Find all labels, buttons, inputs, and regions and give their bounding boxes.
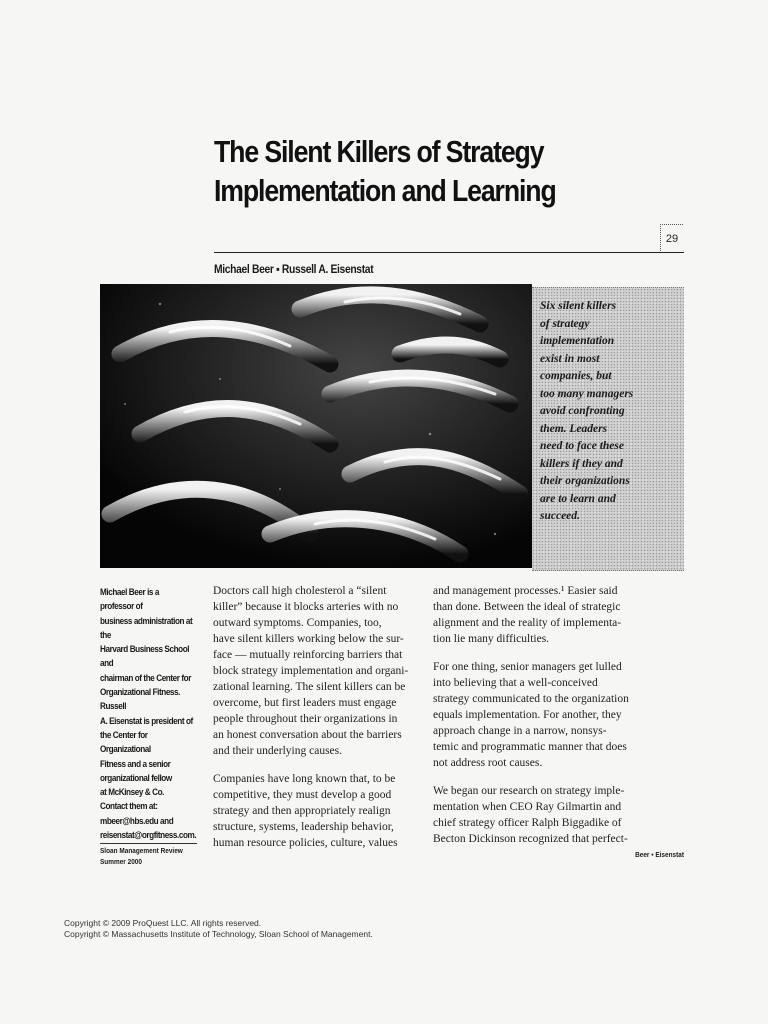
- pull-quote-line: implementation: [540, 335, 615, 347]
- author-line: Michael Beer ▪ Russell A. Eisenstat: [214, 262, 374, 276]
- body-line: have silent killers working below the sur-: [213, 633, 404, 645]
- bio-line: Fitness and a senior: [100, 758, 171, 770]
- paragraph-gap: [433, 647, 653, 659]
- body-line: We began our research on strategy imple-: [433, 785, 625, 797]
- title-rule: [214, 252, 684, 253]
- body-line: overcome, but first leaders must engage: [213, 697, 397, 709]
- bio-line: mbeer@hbs.edu and: [100, 815, 174, 827]
- body-line: Doctors call high cholesterol a “silent: [213, 585, 387, 597]
- bio-line: Harvard Business School and: [100, 644, 190, 670]
- pull-quote-line: Six silent killers: [540, 300, 617, 312]
- chain-photograph: [100, 284, 532, 568]
- bio-line: at McKinsey & Co.: [100, 787, 164, 799]
- body-line: zational learning. The silent killers can be: [213, 681, 406, 693]
- paragraph-gap: [213, 759, 421, 771]
- body-line: strategy communicated to the organization: [433, 693, 629, 705]
- bio-line: chairman of the Center for: [100, 672, 191, 684]
- body-line: block strategy implementation and organi-: [213, 665, 409, 677]
- page-number: 29: [660, 224, 683, 251]
- body-line: tion lie many difficulties.: [433, 633, 550, 645]
- body-line: than done. Between the ideal of strategic: [433, 601, 621, 613]
- pull-quote-line: companies, but: [540, 370, 612, 382]
- copyright-notice: [64, 918, 373, 940]
- body-line: outward symptoms. Companies, too,: [213, 617, 382, 629]
- body-line: and their underlying causes.: [213, 745, 343, 757]
- body-line: Becton Dickinson recognized that perfect-: [433, 833, 628, 845]
- body-line: face — mutually reinforcing barriers that: [213, 649, 403, 661]
- running-head: Beer ▪ Eisenstat: [635, 850, 684, 859]
- bio-line: reisenstat@orgfitness.com.: [100, 830, 197, 842]
- pull-quote-line: exist in most: [540, 352, 600, 365]
- pull-quote-box: [532, 287, 684, 571]
- footer-rule: [100, 843, 197, 844]
- bio-line: A. Eisenstat is president of: [100, 715, 193, 727]
- body-line: chief strategy officer Ralph Biggadike of: [433, 817, 622, 829]
- bio-line: business administration at the: [100, 615, 193, 641]
- bio-line: Organizational Fitness. Russell: [100, 687, 181, 713]
- pull-quote-line: killers if they and: [540, 457, 623, 470]
- body-line: equals implementation. For another, they: [433, 709, 622, 721]
- pull-quote-line: too many managers: [540, 387, 634, 400]
- pull-quote-line: of strategy: [540, 317, 590, 330]
- body-line: into believing that a well-conceived: [433, 677, 598, 689]
- body-column-2: [433, 583, 653, 847]
- paragraph-gap: [433, 771, 653, 783]
- pull-quote-line: their organizations: [540, 475, 630, 487]
- bio-line: the Center for Organizational: [100, 729, 151, 756]
- pull-quote-line: succeed.: [540, 510, 580, 522]
- body-line: mentation when CEO Ray Gilmartin and: [433, 801, 622, 813]
- body-line: not address root causes.: [433, 757, 543, 769]
- body-line: strategy and then appropriately realign: [213, 805, 391, 817]
- author-bio: [100, 586, 195, 843]
- pull-quote-line: are to learn and: [540, 492, 616, 505]
- body-line: temic and programmatic manner that does: [433, 741, 627, 753]
- pull-quote-line: need to face these: [540, 440, 624, 452]
- pull-quote-text: [540, 298, 680, 526]
- body-line: and management processes.¹ Easier said: [433, 585, 618, 597]
- bio-line: organizational fellow: [100, 772, 172, 784]
- body-line: approach change in a narrow, nonsys-: [433, 725, 607, 737]
- chain-links-image: [100, 284, 532, 568]
- bio-line: Michael Beer is a professor of: [100, 587, 160, 613]
- journal-footer: [100, 846, 183, 867]
- pull-quote-line: avoid confronting: [540, 405, 625, 417]
- body-line: structure, systems, leadership behavior,: [213, 821, 394, 833]
- body-line: alignment and the reality of implementa-: [433, 617, 622, 629]
- journal-name: Sloan Management Review: [100, 846, 183, 855]
- copyright-line: Copyright © Massachusetts Institute of Technology, Sloan School of Management.: [64, 929, 373, 939]
- body-column-1: [213, 583, 421, 851]
- body-line: human resource policies, culture, values: [213, 837, 398, 849]
- body-line: people throughout their organizations in: [213, 713, 398, 725]
- bio-line: Contact them at:: [100, 801, 158, 813]
- body-line: killer” because it blocks arteries with no: [213, 601, 399, 613]
- copyright-line: Copyright © 2009 ProQuest LLC. All rights reserved.: [64, 918, 262, 928]
- article-title: The Silent Killers of Strategy Implementation and Learning: [214, 134, 556, 208]
- body-line: competitive, they must develop a good: [213, 789, 392, 801]
- journal-issue: Summer 2000: [100, 856, 142, 866]
- body-line: For one thing, senior managers get lulled: [433, 661, 622, 673]
- pull-quote-line: them. Leaders: [540, 422, 608, 435]
- body-line: an honest conversation about the barriers: [213, 729, 402, 741]
- body-line: Companies have long known that, to be: [213, 773, 396, 785]
